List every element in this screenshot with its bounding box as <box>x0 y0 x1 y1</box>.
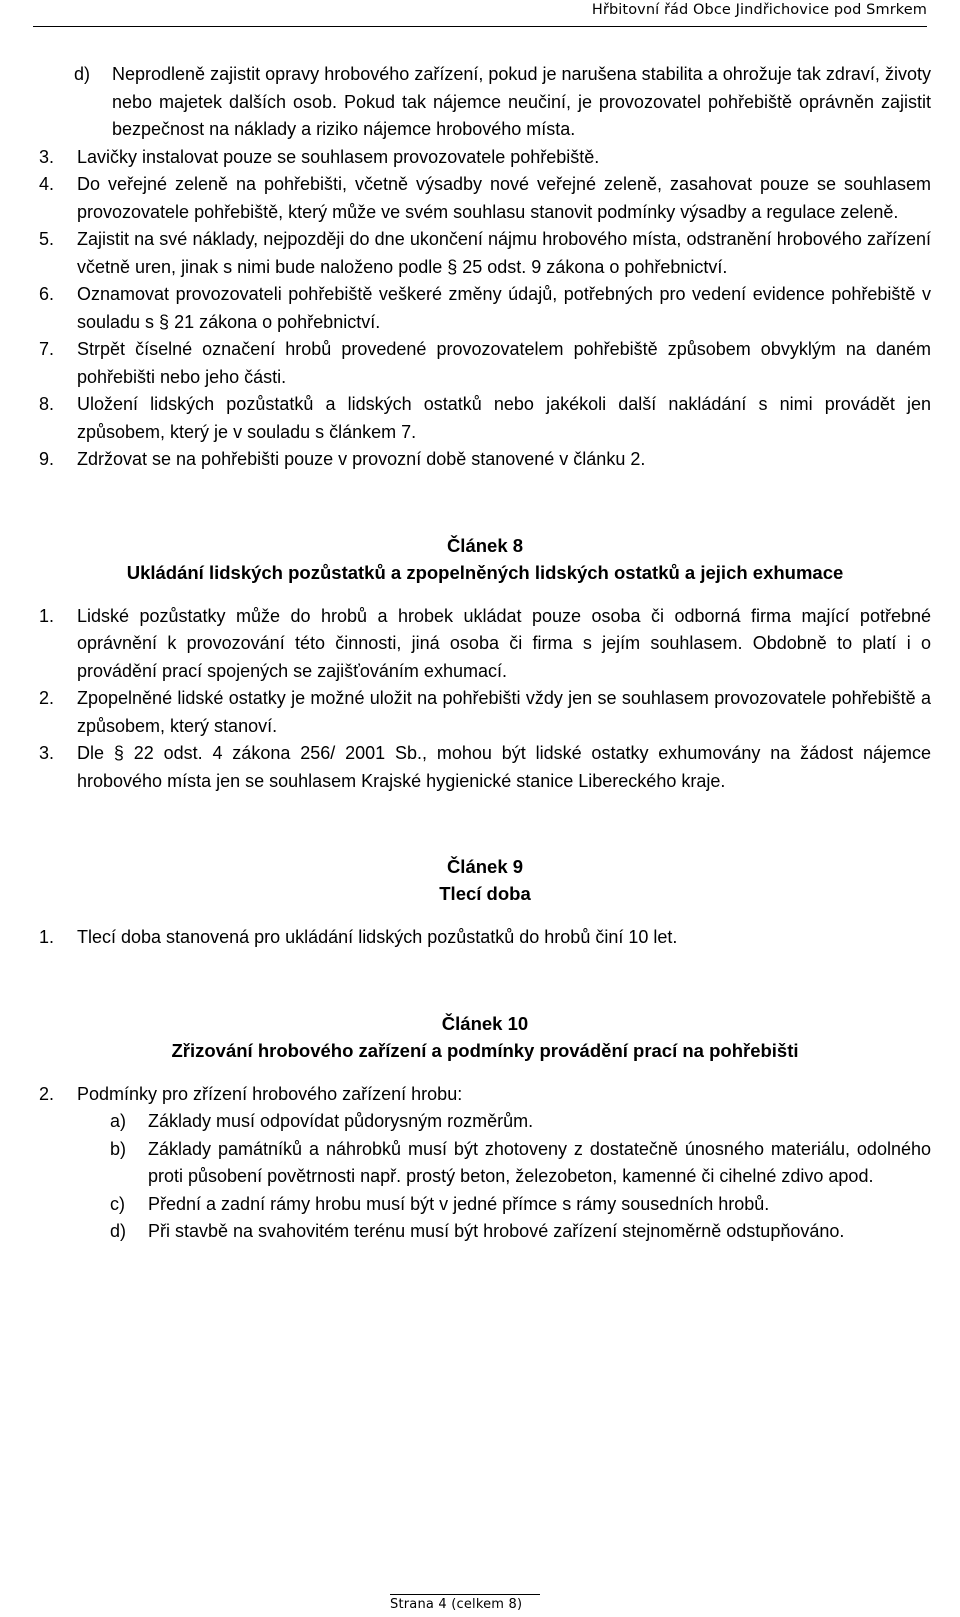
list-item <box>2 61 931 144</box>
list-item-text: Neprodleně zajistit opravy hrobového zařízení, pokud je narušena stabilita a ohrožuje tak zdraví, životy nebo majetek dalších osob. Pokud tak nájemce neučiní, je provozovatel pohřebiště oprávněn zajistit bezpečnost na náklady a riziko nájemce hrobového místa. <box>112 64 931 139</box>
obligations-list <box>39 144 931 474</box>
sub-list-item-letter: a) <box>110 1111 127 1131</box>
list-item-text: Podmínky pro zřízení hrobového zařízení hrobu: <box>77 1083 463 1104</box>
article-10 <box>39 1010 931 1246</box>
sub-list-item-text: Základy musí odpovídat půdorysným rozměrům. <box>148 1111 534 1131</box>
list-item-text: Uložení lidských pozůstatků a lidských ostatků nebo jakékoli další nakládání s nimi provádět jen způsobem, který je v souladu s článkem 7. <box>77 394 931 442</box>
list-item-text: Do veřejné zeleně na pohřebišti, včetně výsadby nové veřejné zeleně, zasahovat pouze se souhlasem provozovatele pohřebiště, který může ve svém souhlasu stanovit podmínky výsadby a regulace zeleně. <box>77 174 931 222</box>
list-item <box>39 336 931 391</box>
sub-list-item <box>38 1218 931 1246</box>
sub-list-item <box>38 1136 931 1191</box>
list-item-number: 4. <box>39 174 55 194</box>
list-item-text: Strpět číselné označení hrobů provedené provozovatelem pohřebiště způsobem obvyklým na daném pohřebišti nebo jeho části. <box>77 339 931 387</box>
sub-list-item-letter: c) <box>110 1193 125 1214</box>
list-item-number: 7. <box>39 339 55 359</box>
page-number: Strana 4 (celkem 8) <box>390 1597 523 1612</box>
list-item <box>39 281 931 336</box>
list-item-number: 6. <box>39 284 55 304</box>
list-item-text: Zpopelněné lidské ostatky je možné uložit na pohřebišti vždy jen se souhlasem provozovatele pohřebiště a způsobem, který stanoví. <box>77 688 931 736</box>
list-item <box>39 144 931 172</box>
document-body <box>39 61 931 1246</box>
list-item-text: Lidské pozůstatky může do hrobů a hrobek ukládat pouze osoba či odborná firma mající potřebné oprávnění k provozování této činnosti, jiná osoba či firma s jejím souhlasem. Obdobně to platí i o provádění prací spojených se zajišťováním exhumací. <box>77 605 931 681</box>
list-item-text: Dle § 22 odst. 4 zákona 256/ 2001 Sb., mohou být lidské ostatky exhumovány na žádost nájemce hrobového místa jen se souhlasem Krajské hygienické stanice Libereckého kraje. <box>77 743 931 791</box>
list-item <box>39 924 931 952</box>
list-item <box>39 685 931 740</box>
article-9 <box>39 853 931 952</box>
list-item <box>39 740 931 795</box>
list-item-text: Lavičky instalovat pouze se souhlasem provozovatele pohřebiště. <box>77 146 600 167</box>
list-item <box>39 1081 931 1109</box>
list-item-number: 8. <box>39 394 55 414</box>
list-item-text: Tlecí doba stanovená pro ukládání lidských pozůstatků do hrobů činí 10 let. <box>77 927 678 947</box>
footer-rule <box>390 1594 540 1595</box>
list-item <box>39 603 931 686</box>
article-heading: Článek 10 <box>441 1012 529 1034</box>
sub-list-item-letter: b) <box>110 1138 127 1159</box>
sub-list-item-letter: d) <box>110 1221 127 1241</box>
sub-list-item <box>38 1191 931 1219</box>
list-item-text: Zajistit na své náklady, nejpozději do dne ukončení nájmu hrobového místa, odstranění hrobového zařízení včetně uren, jinak s nimi bude naloženo podle § 25 odst. 9 zákona o pohřebnictví. <box>77 229 931 277</box>
list-item <box>39 446 931 474</box>
sub-list-item-text: Přední a zadní rámy hrobu musí být v jedné přímce s rámy sousedních hrobů. <box>148 1193 770 1214</box>
list-item-number: 1. <box>39 927 55 947</box>
list-item-number: 3. <box>39 743 55 763</box>
list-item-number: 2. <box>39 688 55 708</box>
article-heading: Článek 9 <box>446 856 524 877</box>
article-8 <box>39 532 931 796</box>
list-item <box>39 226 931 281</box>
running-header: Hřbitovní řád Obce Jindřichovice pod Smrkem <box>591 2 927 18</box>
article-heading: Článek 8 <box>446 534 524 556</box>
article-title: Zřizování hrobového zařízení a podmínky provádění prací na pohřebišti <box>171 1039 799 1061</box>
list-item-text: Oznamovat provozovateli pohřebiště veškeré změny údajů, potřebných pro vedení evidence pohřebiště v souladu s § 21 zákona o pohřebnictví. <box>77 284 931 332</box>
list-item-number: 3. <box>39 146 55 167</box>
sub-list-item-text: Základy památníků a náhrobků musí být zhotoveny z dostatečně únosného materiálu, odolného proti působení povětrnosti např. prostý beton, železobeton, kamenné či cihelné zdivo apod. <box>148 1138 931 1186</box>
list-item <box>39 391 931 446</box>
list-item <box>39 171 931 226</box>
article-title: Ukládání lidských pozůstatků a zpopelněných lidských ostatků a jejich exhumace <box>126 561 844 583</box>
list-item-number: d) <box>74 64 91 84</box>
sub-list-item-text: Při stavbě na svahovitém terénu musí být hrobové zařízení stejnoměrně odstupňováno. <box>148 1221 845 1241</box>
sub-list-item <box>38 1108 931 1136</box>
list-item-number: 2. <box>39 1083 55 1104</box>
header-rule <box>33 26 927 27</box>
article-title: Tlecí doba <box>439 883 531 904</box>
list-item-number: 1. <box>39 605 55 626</box>
list-item-text: Zdržovat se na pohřebišti pouze v provozní době stanovené v článku 2. <box>77 449 646 469</box>
list-item-number: 9. <box>39 449 55 469</box>
list-item-number: 5. <box>39 229 55 249</box>
